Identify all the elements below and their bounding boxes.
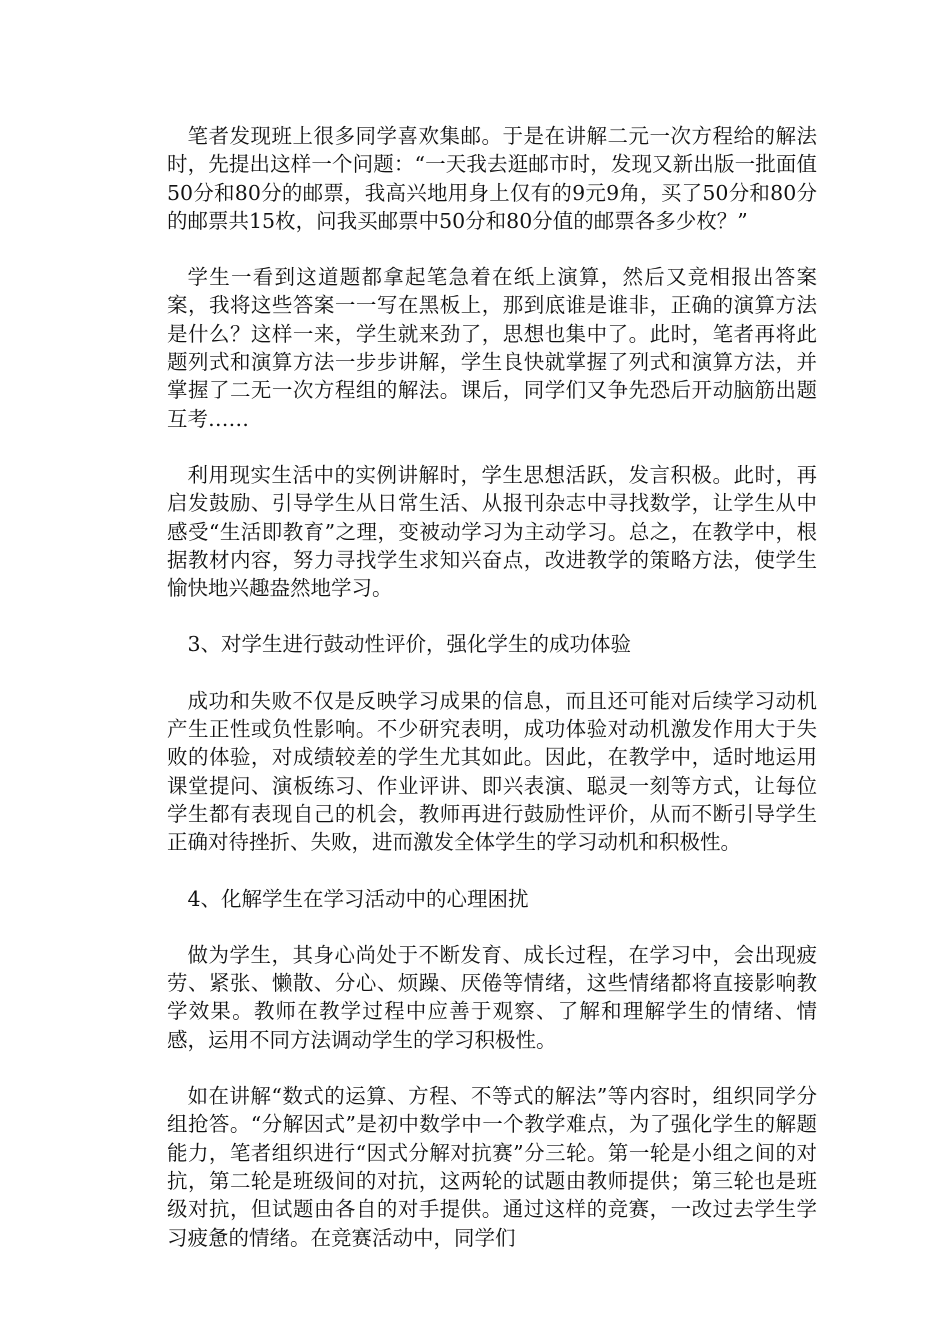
paragraph-gap xyxy=(167,433,817,461)
document-body xyxy=(167,122,817,1252)
paragraph-gap xyxy=(167,659,817,687)
section-heading-4: 4、化解学生在学习活动中的心理困扰 xyxy=(187,886,529,911)
paragraph-stamp-collecting-intro: 笔者发现班上很多同学喜欢集邮。于是在讲解二元一次方程给的解法时，先提出这样一个问题：“一天我去逛邮市时，发现又新出版一批面值50分和80分的邮票，我高兴地用身上仅有的9元9角，买了50分和80分的邮票共15枚，问我买邮票中50分和80分值的邮票各多少枚？” xyxy=(167,124,817,233)
paragraph-success-experience: 成功和失败不仅是反映学习成果的信息，而且还可能对后续学习动机产生正性或负性影响。不少研究表明，成功体验对动机激发作用大于失败的体验，对成绩较差的学生尤其如此。因此，在教学中，适时地运用课堂提问、演板练习、作业评讲、即兴表演、聪灵一刻等方式，让每位学生都有表现自己的机会，教师再进行鼓励性评价，从而不断引导学生正确对待挫折、失败，进而激发全体学生的学习动机和积极性。 xyxy=(167,688,817,855)
paragraph-psychological-issues: 做为学生，其身心尚处于不断发育、成长过程，在学习中，会出现疲劳、紧张、懒散、分心、烦躁、厌倦等情绪，这些情绪都将直接影响教学效果。教师在教学过程中应善于观察、了解和理解学生的情绪、情感，运用不同方法调动学生的学习积极性。 xyxy=(167,942,817,1052)
paragraph-gap xyxy=(167,1054,817,1082)
section-heading-3: 3、对学生进行鼓动性评价，强化学生的成功体验 xyxy=(187,632,632,657)
paragraph-gap xyxy=(167,235,817,263)
paragraph-gap xyxy=(167,913,817,941)
paragraph-real-life-examples: 利用现实生活中的实例讲解时，学生思想活跃，发言积极。此时，再启发鼓励、引导学生从日常生活、从报刊杂志中寻找数学，让学生从中感受“生活即教育”之理，变被动学习为主动学习。总之，在教学中，根据教材内容，努力寻找学生求知兴奋点，改进教学的策略方法，使学生愉快地兴趣盎然地学习。 xyxy=(167,462,817,601)
paragraph-gap xyxy=(167,602,817,630)
paragraph-student-response: 学生一看到这道题都拿起笔急着在纸上演算，然后又竞相报出答案案，我将这些答案一一写在黑板上，那到底谁是谁非，正确的演算方法是什么？这样一来，学生就来劲了，思想也集中了。此时，笔者再将此题列式和演算方法一步步讲解，学生良快就掌握了列式和演算方法，并掌握了二无一次方程组的解法。课后，同学们又争先恐后开动脑筋出题互考…… xyxy=(167,265,817,431)
paragraph-gap xyxy=(167,857,817,885)
paragraph-competition-example: 如在讲解“数式的运算、方程、不等式的解法”等内容时，组织同学分组抢答。“分解因式”是初中数学中一个教学难点，为了强化学生的解题能力，笔者组织进行“因式分解对抗赛”分三轮。第一轮是小组之间的对抗，第二轮是班级间的对抗，这两轮的试题由教师提供；第三轮也是班级对抗，但试题由各自的对手提供。通过这样的竞赛，一改过去学生学习疲惫的情绪。在竞赛活动中，同学们 xyxy=(167,1084,817,1250)
